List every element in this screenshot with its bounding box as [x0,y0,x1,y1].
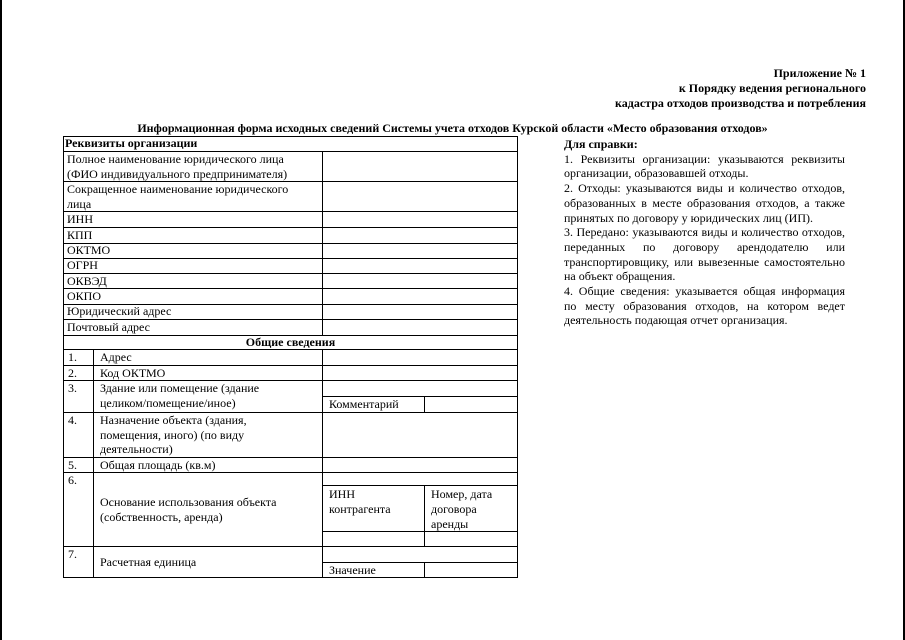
requisites-header: Реквизиты организации [65,136,198,150]
short-name-label: Сокращенное наименование юридического [67,182,289,196]
address-label: Адрес [100,350,132,364]
reference-title: Для справки: [564,137,638,151]
row-number: 5. [68,458,77,472]
appendix-line-3: кадастра отходов производства и потребления [615,96,866,110]
calc-unit-label: Расчетная единица [100,555,197,569]
ogrn-label: ОГРН [67,258,98,272]
building-label-2: целиком/помещение/иное) [100,396,236,410]
col-line [424,562,425,578]
col-line [322,349,323,578]
oktmo-label: ОКТМО [67,243,111,257]
usage-basis-label: Основание использования объекта [100,495,277,509]
purpose-label-2: помещения, иного) (по виду [100,428,245,442]
full-name-label: Полное наименование юридического лица [67,152,284,166]
col-line [322,151,323,335]
counterparty-inn-label-2: контрагента [329,502,391,516]
purpose-label: Назначение объекта (здания, [100,413,247,427]
row-number: 7. [68,547,77,561]
oktmo-code-label: Код ОКТМО [100,366,166,380]
full-name-label-2: (ФИО индивидуального предпринимателя) [67,167,288,181]
table-border [63,577,518,578]
kpp-label: КПП [67,228,93,242]
reference-note-3: 3. Передано: указываются виды и количество отходов, переданных по договору арендодателю или транспортировщику, или вывезенные самостоятельно на объект обращения. [564,225,845,284]
col-line [93,349,94,578]
row-number: 6. [68,473,77,487]
row-line [322,531,518,532]
legal-address-label: Юридический адрес [67,304,172,318]
row-number: 4. [68,413,77,427]
reference-notes [564,137,845,328]
okved-label: ОКВЭД [67,274,107,288]
short-name-label-2: лица [67,197,92,211]
reference-note-4: 4. Общие сведения: указывается общая информация по месту образования отходов, на котором ведет деятельность подающая отчет организация. [564,284,845,328]
usage-basis-label-2: (собственность, аренда) [100,510,223,524]
row-line [322,485,518,486]
table-border [63,136,64,578]
row-line [63,211,518,212]
row-line [63,273,518,274]
row-line [63,258,518,259]
row-line [63,546,518,547]
row-line [63,227,518,228]
okpo-label: ОКПО [67,289,102,303]
table-border [517,136,518,578]
postal-address-label: Почтовый адрес [67,320,151,334]
row-line [63,288,518,289]
col-line [424,396,425,412]
lease-contract-label-2: договора [431,502,477,516]
general-header: Общие сведения [245,335,336,349]
col-line [424,485,425,546]
appendix-line-2: к Порядку ведения регионального [678,81,866,95]
area-label: Общая площадь (кв.м) [100,458,216,472]
info-form-table [63,136,518,578]
purpose-label-3: деятельности) [100,442,173,456]
page-left-edge [0,0,2,640]
lease-contract-label: Номер, дата [431,487,493,501]
appendix-line-1: Приложение № 1 [773,66,866,80]
lease-contract-label-3: аренды [431,517,469,531]
appendix-header [560,66,866,111]
building-label: Здание или помещение (здание [100,381,260,395]
row-number: 2. [68,366,77,380]
comment-label: Комментарий [329,397,399,411]
row-line [63,243,518,244]
form-title: Информационная форма исходных сведений Системы учета отходов Курской области «Место образования отходов» [137,121,768,135]
reference-note-1: 1. Реквизиты организации: указываются реквизиты организации, образовавшей отходы. [564,151,845,181]
row-number: 3. [68,381,77,395]
value-label: Значение [329,563,376,577]
row-number: 1. [68,350,77,364]
reference-note-2: 2. Отходы: указываются виды и количество отходов, образованных в месте образования отходов, а также принятых по договору у юридических лиц (ИП). [564,181,845,225]
inn-label: ИНН [67,212,93,226]
counterparty-inn-label: ИНН [329,487,355,501]
